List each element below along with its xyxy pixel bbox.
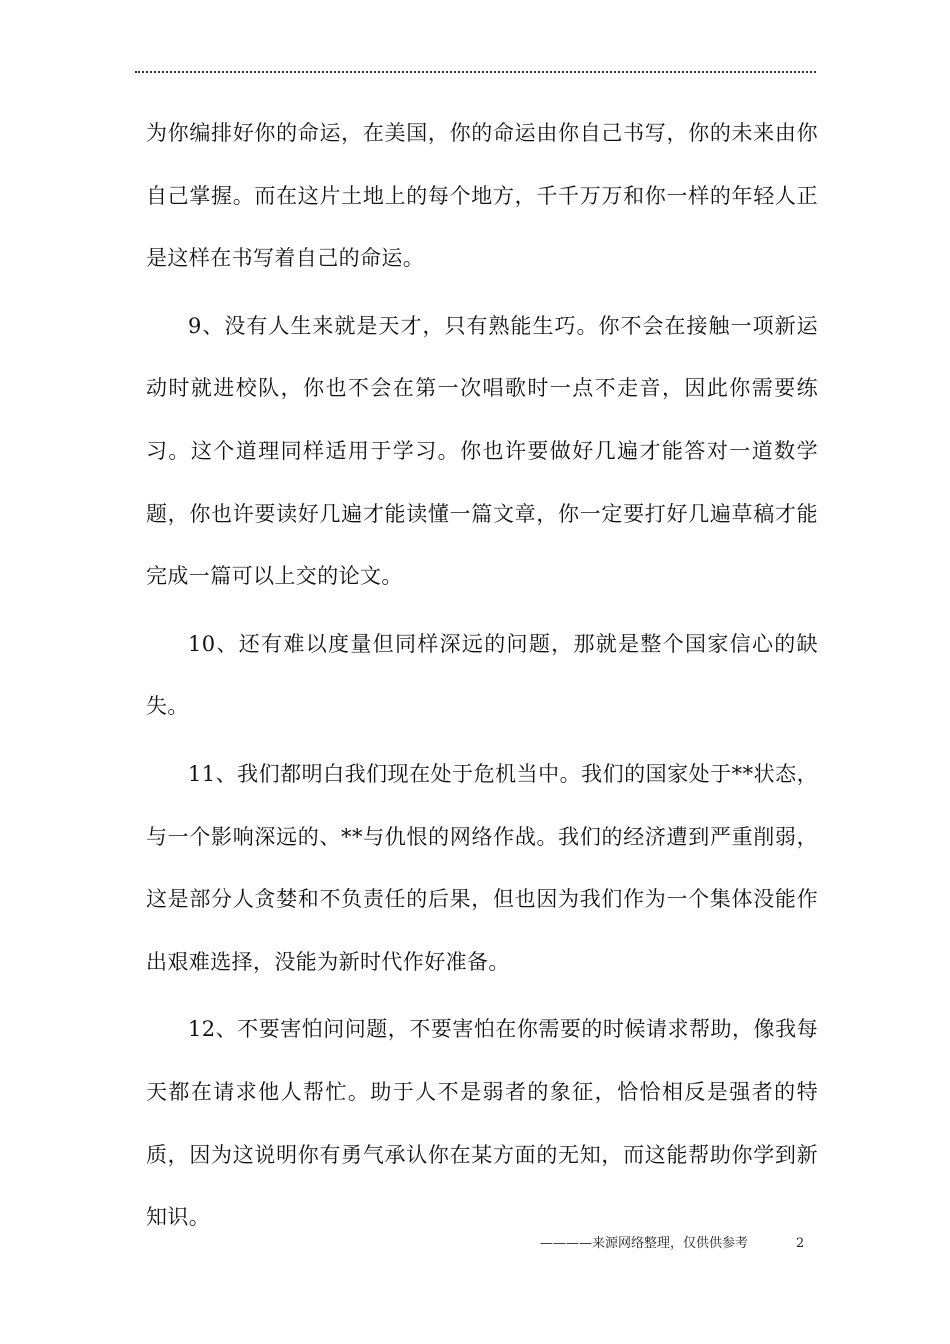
footer-source-note: ————来源网络整理，仅供供参考 (540, 1236, 749, 1251)
paragraph-item-9: 9、没有人生来就是天才，只有熟能生巧。你不会在接触一项新运动时就进校队，你也不会在第一次唱歌时一点不走音，因此你需要练习。这个道理同样适用于学习。你也许要做好几遍才能答对一道数学题，你也许要读好几遍才能读懂一篇文章，你一定要打好几遍草稿才能完成一篇可以上交的论文。 (146, 313, 818, 589)
paragraph-item-11: 11、我们都明白我们现在处于危机当中。我们的国家处于**状态，与一个影响深远的、**与仇恨的网络作战。我们的经济遭到严重削弱，这是部分人贪婪和不负责任的后果，但也因为我们作为一个集体没能作出艰难选择，没能为新时代作好准备。 (146, 761, 818, 974)
page-number: 2 (796, 1236, 805, 1251)
header-divider (135, 71, 816, 73)
paragraph-continued: 为你编排好你的命运，在美国，你的命运由你自己书写，你的未来由你自己掌握。而在这片土地上的每个地方，千千万万和你一样的年轻人正是这样在书写着自己的命运。 (146, 121, 818, 271)
document-body (146, 102, 818, 1254)
paragraph-item-12: 12、不要害怕问问题，不要害怕在你需要的时候请求帮助，像我每天都在请求他人帮忙。助于人不是弱者的象征，恰恰相反是强者的特质，因为这说明你有勇气承认你在某方面的无知，而这能帮助你学到新知识。 (146, 1017, 818, 1230)
page-footer (540, 1234, 810, 1254)
paragraph-item-10: 10、还有难以度量但同样深远的问题，那就是整个国家信心的缺失。 (146, 631, 818, 719)
